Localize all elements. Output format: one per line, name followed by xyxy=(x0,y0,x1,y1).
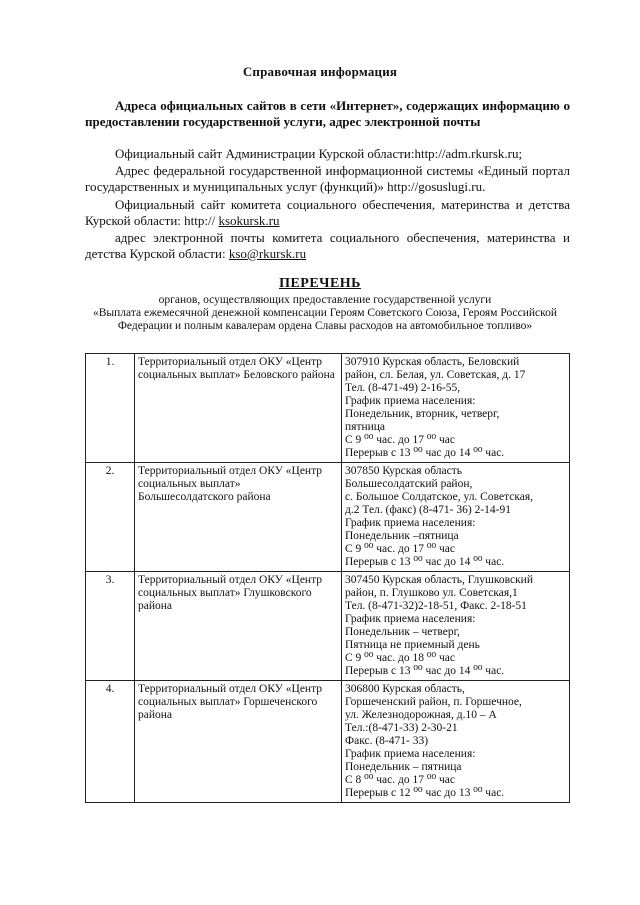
address-line: График приема населения: xyxy=(345,517,476,529)
email-paragraph xyxy=(85,230,570,262)
row-number: 4. xyxy=(86,681,135,803)
address-line: Перерыв с 13 ⁰⁰ час до 14 ⁰⁰ час. xyxy=(345,447,505,459)
list-subtitle xyxy=(90,294,560,333)
address-line: С 9 ⁰⁰ час. до 17 ⁰⁰ час xyxy=(345,543,455,555)
committee-site-paragraph xyxy=(85,197,570,229)
row-number: 3. xyxy=(86,572,135,681)
list-subtitle-line-2: «Выплата ежемесячной денежной компенсации Героям Советского Союза, Героям Российской Федерации и полным кавалерам ордена Славы расходов на автомобильное топливо» xyxy=(92,307,558,332)
office-address xyxy=(342,572,570,681)
address-line: 307850 Курская область xyxy=(345,465,462,477)
table-row xyxy=(86,354,570,463)
office-name: Территориальный отдел ОКУ «Центр социальных выплат» Горшеченского района xyxy=(135,681,342,803)
address-line: 307450 Курская область, Глушковский xyxy=(345,574,533,586)
committee-site-link[interactable]: ksokursk.ru xyxy=(218,213,280,228)
address-line: район, п. Глушково ул. Советская,1 xyxy=(345,587,518,599)
address-line: Пятница не приемный день xyxy=(345,639,480,651)
address-line: район, сл. Белая, ул. Советская, д. 17 xyxy=(345,369,526,381)
office-address xyxy=(342,463,570,572)
address-line: Перерыв с 13 ⁰⁰ час до 14 ⁰⁰ час. xyxy=(345,556,505,568)
address-line: График приема населения: xyxy=(345,748,476,760)
address-line: ул. Железнодорожная, д.10 – А xyxy=(345,709,497,721)
address-line: С 8 ⁰⁰ час. до 17 ⁰⁰ час xyxy=(345,774,455,786)
office-name: Территориальный отдел ОКУ «Центр социальных выплат» Беловского района xyxy=(135,354,342,463)
table-row xyxy=(86,463,570,572)
table-row xyxy=(86,572,570,681)
address-line: 307910 Курская область, Беловский xyxy=(345,356,520,368)
row-number: 2. xyxy=(86,463,135,572)
list-subtitle-line-1: органов, осуществляющих предоставление государственной услуги xyxy=(158,294,492,306)
official-site-text: Официальный сайт Администрации Курской области:http://adm.rkursk.ru; xyxy=(115,146,523,161)
address-line: Перерыв с 13 ⁰⁰ час до 14 ⁰⁰ час. xyxy=(345,665,505,677)
address-line: Понедельник, вторник, четверг, xyxy=(345,408,500,420)
address-line: Тел. (8-471-49) 2-16-55, xyxy=(345,382,461,394)
address-line: Понедельник – пятница xyxy=(345,761,462,773)
federal-portal-text: Адрес федеральной государственной информационной системы «Единый портал государственных и муниципальных услуг (функций)» http://gosuslugi.ru. xyxy=(85,163,570,194)
address-line: С 9 ⁰⁰ час. до 17 ⁰⁰ час xyxy=(345,434,455,446)
committee-site-text: Официальный сайт комитета социального обеспечения, материнства и детства Курской области: http:// xyxy=(85,197,570,228)
address-line: Понедельник – четверг, xyxy=(345,626,460,638)
address-line: Тел. (8-471-32)2-18-51, Факс. 2-18-51 xyxy=(345,600,527,612)
email-link[interactable]: kso@rkursk.ru xyxy=(228,246,307,261)
office-address xyxy=(342,354,570,463)
address-line: Факс. (8-471- 33) xyxy=(345,735,429,747)
list-title: ПЕРЕЧЕНЬ xyxy=(279,276,361,291)
office-name: Территориальный отдел ОКУ «Центр социальных выплат» Глушковского района xyxy=(135,572,342,681)
row-number: 1. xyxy=(86,354,135,463)
address-line: с. Большое Солдатское, ул. Советская, xyxy=(345,491,534,503)
address-line: пятница xyxy=(345,421,386,433)
address-line: Понедельник –пятница xyxy=(345,530,459,542)
office-name: Территориальный отдел ОКУ «Центр социальных выплат» Большесолдатского района xyxy=(135,463,342,572)
address-line: д.2 Тел. (факс) (8-471- 36) 2-14-91 xyxy=(345,504,512,516)
address-line: График приема населения: xyxy=(345,613,476,625)
table-row xyxy=(86,681,570,803)
address-line: 306800 Курская область, xyxy=(345,683,465,695)
address-line: Большесолдатский район, xyxy=(345,478,473,490)
offices-table xyxy=(85,353,570,803)
office-address xyxy=(342,681,570,803)
address-line: Перерыв с 12 ⁰⁰ час до 13 ⁰⁰ час. xyxy=(345,787,505,799)
email-text: адрес электронной почты комитета социального обеспечения, материнства и детства Курской области: xyxy=(85,230,570,261)
page-title: Справочная информация xyxy=(242,64,398,79)
address-line: Горшеченский район, п. Горшечное, xyxy=(345,696,522,708)
address-line: С 9 ⁰⁰ час. до 18 ⁰⁰ час xyxy=(345,652,455,664)
address-line: Тел.:(8-471-33) 2-30-21 xyxy=(345,722,458,734)
intro-heading: Адреса официальных сайтов в сети «Интернет», содержащих информацию о предоставлении государственной услуги, адрес электронной почты xyxy=(85,98,570,129)
address-line: График приема населения: xyxy=(345,395,476,407)
